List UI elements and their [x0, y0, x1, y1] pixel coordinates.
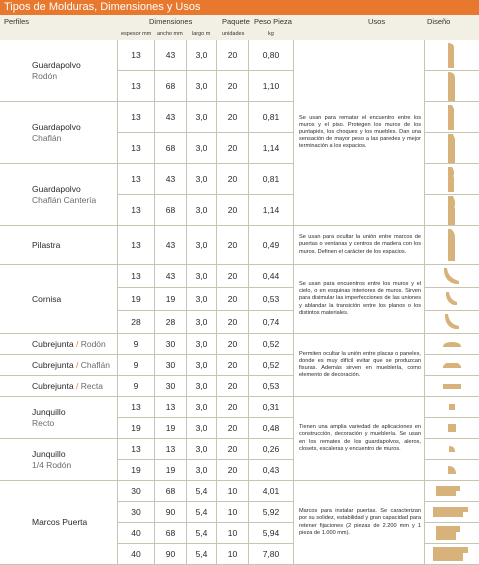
- cell-peso: 5,94: [249, 523, 294, 544]
- cell-largo: 3,0: [187, 439, 217, 460]
- cell-espesor: 13: [118, 40, 155, 71]
- profile-drawing-marco-30x90: [425, 502, 479, 523]
- cell-espesor: 40: [118, 544, 155, 565]
- header-espesor: espesor mm: [121, 31, 152, 37]
- cell-largo: 3,0: [187, 71, 217, 102]
- cell-peso: 1,14: [249, 195, 294, 226]
- cell-largo: 3,0: [187, 311, 217, 334]
- cell-largo: 5,4: [187, 481, 217, 502]
- cell-unidades: 20: [217, 376, 249, 397]
- cell-ancho: 68: [155, 71, 187, 102]
- profile-cubrejunta-chaflan: Cubrejunta / Chaflán: [0, 355, 118, 376]
- cell-largo: 3,0: [187, 460, 217, 481]
- cell-ancho: 68: [155, 523, 187, 544]
- cell-largo: 3,0: [187, 164, 217, 195]
- cell-peso: 0,52: [249, 334, 294, 355]
- cell-unidades: 20: [217, 397, 249, 418]
- cell-ancho: 30: [155, 334, 187, 355]
- table-header: [0, 15, 479, 40]
- cell-ancho: 30: [155, 355, 187, 376]
- cell-peso: 0,49: [249, 226, 294, 265]
- cell-peso: 0,74: [249, 311, 294, 334]
- profile-drawing-marco-40x68: [425, 523, 479, 544]
- cell-ancho: 68: [155, 133, 187, 164]
- cell-unidades: 10: [217, 523, 249, 544]
- profile-drawing-guardapolvo-rodon-43: [425, 40, 479, 71]
- cell-largo: 5,4: [187, 544, 217, 565]
- profile-junquillo-rodon: Junquillo 1/4 Rodón: [0, 439, 118, 481]
- header-peso-pieza: Peso Pieza: [254, 17, 292, 26]
- cell-espesor: 30: [118, 481, 155, 502]
- header-dimensiones: Dimensiones: [149, 17, 193, 26]
- cell-espesor: 9: [118, 355, 155, 376]
- cell-largo: 3,0: [187, 288, 217, 311]
- cell-ancho: 43: [155, 164, 187, 195]
- cell-espesor: 13: [118, 265, 155, 288]
- header-perfiles: Perfiles: [4, 17, 30, 26]
- cell-unidades: 20: [217, 133, 249, 164]
- header-ancho: ancho mm: [157, 31, 183, 37]
- cell-unidades: 20: [217, 102, 249, 133]
- cell-unidades: 20: [217, 164, 249, 195]
- usos-cornisa: Se usan para encuentros entre los muros y el cielo, o en esquinas interiores de muros. Sirven para disimular las imperfecciones de las uniones y ablandar la transición entre los planos o los distintos materiales.: [294, 265, 425, 334]
- profile-drawing-guardapolvo-chaflan-43: [425, 102, 479, 133]
- cell-largo: 3,0: [187, 195, 217, 226]
- cell-espesor: 13: [118, 164, 155, 195]
- cell-ancho: 43: [155, 226, 187, 265]
- header-paquete: Paquete: [222, 17, 250, 26]
- cell-peso: 0,53: [249, 376, 294, 397]
- cell-peso: 0,81: [249, 102, 294, 133]
- cell-peso: 0,52: [249, 355, 294, 376]
- cell-espesor: 40: [118, 523, 155, 544]
- profile-drawing-guardapolvo-chaflan-68: [425, 133, 479, 164]
- cell-unidades: 20: [217, 226, 249, 265]
- cell-largo: 5,4: [187, 502, 217, 523]
- cell-ancho: 68: [155, 195, 187, 226]
- profile-drawing-pilastra: [425, 226, 479, 265]
- cell-unidades: 20: [217, 40, 249, 71]
- profile-guardapolvo-chaflan: Guardapolvo Chaflán: [0, 102, 118, 164]
- cell-unidades: 20: [217, 288, 249, 311]
- profile-drawing-cornisa-28: [425, 311, 479, 334]
- cell-espesor: 13: [118, 397, 155, 418]
- cell-largo: 3,0: [187, 226, 217, 265]
- cell-ancho: 43: [155, 102, 187, 133]
- cell-espesor: 9: [118, 334, 155, 355]
- cell-ancho: 19: [155, 460, 187, 481]
- header-diseno: Diseño: [427, 17, 451, 26]
- cell-unidades: 20: [217, 439, 249, 460]
- usos-junquillo: Tienen una amplia variedad de aplicaciones en construcción, decoración y mueblería. Se usan en los remates de los guardapolvos, aleros, closets, escaleras y encuentro de muros.: [294, 397, 425, 481]
- cell-largo: 3,0: [187, 418, 217, 439]
- cell-espesor: 9: [118, 376, 155, 397]
- profile-drawing-cubrejunta-rodon: [425, 334, 479, 355]
- cell-ancho: 90: [155, 502, 187, 523]
- cell-espesor: 19: [118, 460, 155, 481]
- cell-espesor: 19: [118, 418, 155, 439]
- profile-drawing-guardapolvo-canteria-43: [425, 164, 479, 195]
- cell-peso: 4,01: [249, 481, 294, 502]
- cell-largo: 3,0: [187, 397, 217, 418]
- header-largo: largo m: [192, 31, 211, 37]
- cell-espesor: 13: [118, 133, 155, 164]
- profile-guardapolvo-chaflan-canteria: Guardapolvo Chaflán Cantería: [0, 164, 118, 226]
- cell-unidades: 10: [217, 481, 249, 502]
- cell-peso: 7,80: [249, 544, 294, 565]
- cell-ancho: 13: [155, 439, 187, 460]
- cell-espesor: 13: [118, 195, 155, 226]
- cell-espesor: 30: [118, 502, 155, 523]
- cell-unidades: 20: [217, 418, 249, 439]
- cell-largo: 3,0: [187, 265, 217, 288]
- cell-ancho: 28: [155, 311, 187, 334]
- cell-ancho: 68: [155, 481, 187, 502]
- cell-largo: 3,0: [187, 102, 217, 133]
- cell-largo: 3,0: [187, 376, 217, 397]
- profile-drawing-marco-40x90: [425, 544, 479, 565]
- cell-espesor: 13: [118, 71, 155, 102]
- cell-ancho: 19: [155, 418, 187, 439]
- header-usos: Usos: [368, 17, 386, 26]
- cell-espesor: 28: [118, 311, 155, 334]
- cell-peso: 0,26: [249, 439, 294, 460]
- profile-drawing-junquillo-rodon-13: [425, 439, 479, 460]
- usos-marcos-puerta: Marcos para instalar puertas. Se caracterizan por su solidez, estabilidad y gran capacidad para retener fijaciones (2 piezas de 2.200 mm y 1 pieza de 1.000 mm).: [294, 481, 425, 565]
- cell-unidades: 20: [217, 265, 249, 288]
- header-kg: kg: [268, 31, 274, 37]
- cell-unidades: 20: [217, 334, 249, 355]
- profile-drawing-guardapolvo-canteria-68: [425, 195, 479, 226]
- usos-cubrejunta: Permiten ocultar la unión entre placas o paneles, donde es muy difícil evitar que se produzcan fisuras. Además sirven en mueblería, como elemento de decoración.: [294, 334, 425, 397]
- profile-drawing-cubrejunta-recta: [425, 376, 479, 397]
- cell-unidades: 20: [217, 71, 249, 102]
- profile-marcos-puerta: Marcos Puerta: [0, 481, 118, 565]
- profile-pilastra: Pilastra: [0, 226, 118, 265]
- cell-peso: 0,80: [249, 40, 294, 71]
- cell-ancho: 43: [155, 40, 187, 71]
- cell-largo: 3,0: [187, 40, 217, 71]
- cell-espesor: 13: [118, 439, 155, 460]
- cell-unidades: 20: [217, 195, 249, 226]
- profile-drawing-cubrejunta-chaflan: [425, 355, 479, 376]
- profile-cubrejunta-rodon: Cubrejunta / Rodón: [0, 334, 118, 355]
- cell-largo: 3,0: [187, 133, 217, 164]
- cell-ancho: 43: [155, 265, 187, 288]
- profile-drawing-marco-30x68: [425, 481, 479, 502]
- cell-unidades: 20: [217, 355, 249, 376]
- cell-ancho: 30: [155, 376, 187, 397]
- cell-ancho: 19: [155, 288, 187, 311]
- cell-peso: 1,10: [249, 71, 294, 102]
- cell-espesor: 13: [118, 102, 155, 133]
- cell-ancho: 90: [155, 544, 187, 565]
- profile-drawing-cornisa-19: [425, 288, 479, 311]
- cell-peso: 0,48: [249, 418, 294, 439]
- cell-peso: 0,31: [249, 397, 294, 418]
- profile-cornisa: Cornisa: [0, 265, 118, 334]
- usos-guardapolvo: Se usan para rematar el encuentro entre los muros y el piso. Protegen los muros de los puntapiés, los choques y los muebles. Dan una sensación de mayor peso a las paredes y mejor terminación a los espacios.: [294, 40, 425, 226]
- cell-espesor: 13: [118, 226, 155, 265]
- usos-pilastra: Se usan para ocultar la unión entre marcos de puertas o ventanas y centros de madera con los muros. Definen el carácter de los espacios.: [294, 226, 425, 265]
- cell-largo: 3,0: [187, 334, 217, 355]
- cell-ancho: 13: [155, 397, 187, 418]
- profile-guardapolvo-rodon: Guardapolvo Rodón: [0, 40, 118, 102]
- cell-unidades: 10: [217, 544, 249, 565]
- molduras-table: [0, 40, 479, 559]
- cell-peso: 0,43: [249, 460, 294, 481]
- profile-drawing-junquillo-rodon-19: [425, 460, 479, 481]
- cell-espesor: 19: [118, 288, 155, 311]
- cell-peso: 0,81: [249, 164, 294, 195]
- cell-peso: 5,92: [249, 502, 294, 523]
- cell-unidades: 20: [217, 460, 249, 481]
- profile-junquillo-recto: Junquillo Recto: [0, 397, 118, 439]
- profile-drawing-junquillo-recto-13: [425, 397, 479, 418]
- cell-peso: 0,53: [249, 288, 294, 311]
- cell-peso: 0,44: [249, 265, 294, 288]
- page-title: Tipos de Molduras, Dimensiones y Usos: [0, 0, 479, 15]
- cell-unidades: 20: [217, 311, 249, 334]
- cell-unidades: 10: [217, 502, 249, 523]
- cell-largo: 3,0: [187, 355, 217, 376]
- profile-drawing-guardapolvo-rodon-68: [425, 71, 479, 102]
- header-unidades: unidades: [222, 31, 245, 37]
- profile-drawing-junquillo-recto-19: [425, 418, 479, 439]
- cell-peso: 1,14: [249, 133, 294, 164]
- cell-largo: 5,4: [187, 523, 217, 544]
- profile-cubrejunta-recta: Cubrejunta / Recta: [0, 376, 118, 397]
- profile-drawing-cornisa-43: [425, 265, 479, 288]
